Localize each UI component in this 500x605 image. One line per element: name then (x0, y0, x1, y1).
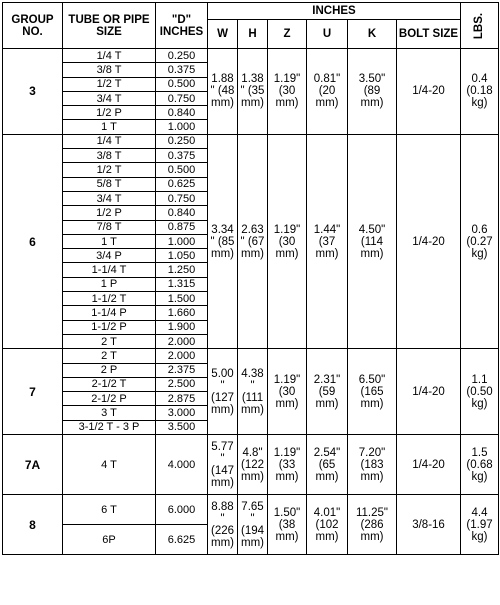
w-value (208, 134, 238, 348)
tube-size-cell: 3/4 T (63, 191, 156, 205)
bolt-value-text: 1/4-20 (412, 235, 445, 248)
w-value-text: 5.00 " (127 mm) (210, 367, 235, 416)
tube-size-cell: 1/4 T (63, 49, 156, 63)
lbs-value-text: 1.1 (0.50 kg) (466, 373, 493, 410)
tube-size-cell: 1/2 T (63, 163, 156, 177)
header-group: GROUP NO. (3, 3, 63, 49)
group-number: 6 (3, 134, 63, 348)
h-value-text: 1.38 " (35 mm) (240, 73, 265, 110)
u-value (307, 349, 348, 435)
z-value-text: 1.19" (30 mm) (273, 373, 301, 410)
u-value (307, 134, 348, 348)
d-inches-cell: 4.000 (156, 435, 208, 495)
d-inches-cell: 0.840 (156, 106, 208, 120)
table-row (3, 49, 499, 63)
k-value (348, 495, 397, 555)
w-value (208, 349, 238, 435)
table-body (3, 49, 499, 555)
bolt-value-text: 1/4-20 (412, 458, 445, 471)
h-value (238, 349, 268, 435)
tube-size-cell: 4 T (63, 435, 156, 495)
header-k: K (348, 20, 397, 49)
d-inches-cell: 0.500 (156, 163, 208, 177)
d-inches-cell: 3.500 (156, 420, 208, 434)
d-inches-cell: 1.250 (156, 263, 208, 277)
group-number: 7 (3, 349, 63, 435)
bolt-value (397, 495, 461, 555)
k-value (348, 349, 397, 435)
u-value (307, 435, 348, 495)
d-inches-cell: 0.375 (156, 63, 208, 77)
w-value (208, 495, 238, 555)
h-value (238, 134, 268, 348)
tube-size-cell: 1 T (63, 234, 156, 248)
tube-size-cell: 2 P (63, 363, 156, 377)
lbs-value-text: 4.4 (1.97 kg) (466, 506, 493, 543)
d-inches-cell: 0.625 (156, 177, 208, 191)
group-number: 3 (3, 49, 63, 135)
tube-size-cell: 5/8 T (63, 177, 156, 191)
u-value-text: 1.44" (37 mm) (313, 223, 341, 260)
w-value-text: 1.88 " (48 mm) (210, 73, 235, 110)
h-value (238, 435, 268, 495)
k-value (348, 49, 397, 135)
lbs-value (461, 49, 499, 135)
k-value-text: 11.25" (286 mm) (355, 506, 388, 543)
d-inches-cell: 0.750 (156, 91, 208, 105)
lbs-value (461, 495, 499, 555)
d-inches-cell: 3.000 (156, 406, 208, 420)
d-inches-cell: 1.500 (156, 292, 208, 306)
d-inches-cell: 0.500 (156, 77, 208, 91)
w-value-text: 8.88 " (226 mm) (210, 500, 235, 549)
tube-size-cell: 1/2 P (63, 106, 156, 120)
w-value-text: 5.77 " (147 mm) (210, 440, 235, 489)
table-row (3, 134, 499, 148)
z-value (268, 134, 307, 348)
d-inches-cell: 0.250 (156, 134, 208, 148)
k-value (348, 435, 397, 495)
tube-size-cell: 1-1/2 T (63, 292, 156, 306)
header-tube-size: TUBE OR PIPE SIZE (63, 3, 156, 49)
bolt-value (397, 134, 461, 348)
h-value-text: 7.65 " (194 mm) (240, 500, 265, 549)
tube-size-cell: 1-1/4 T (63, 263, 156, 277)
d-inches-cell: 0.875 (156, 220, 208, 234)
tube-size-cell: 7/8 T (63, 220, 156, 234)
d-inches-cell: 6.625 (156, 525, 208, 555)
d-inches-cell: 2.875 (156, 392, 208, 406)
k-value-text: 4.50" (114 mm) (358, 223, 386, 260)
bolt-value (397, 349, 461, 435)
u-value-text: 2.31" (59 mm) (313, 373, 341, 410)
bolt-value-text: 1/4-20 (412, 85, 445, 98)
lbs-value-text: 1.5 (0.68 kg) (466, 446, 493, 483)
tube-size-cell: 1 T (63, 120, 156, 134)
z-value (268, 495, 307, 555)
spec-sheet (2, 2, 498, 555)
table-row (3, 349, 499, 363)
tube-size-cell: 2 T (63, 334, 156, 348)
tube-size-cell: 1-1/4 P (63, 306, 156, 320)
k-value-text: 6.50" (165 mm) (358, 373, 386, 410)
h-value (238, 49, 268, 135)
w-value (208, 49, 238, 135)
tube-size-cell: 2-1/2 P (63, 392, 156, 406)
z-value-text: 1.19" (33 mm) (273, 446, 301, 483)
tube-size-cell: 3 T (63, 406, 156, 420)
d-inches-cell: 2.500 (156, 377, 208, 391)
lbs-value (461, 134, 499, 348)
d-inches-cell: 1.000 (156, 234, 208, 248)
header-u: U (307, 20, 348, 49)
u-value-text: 4.01" (102 mm) (313, 506, 341, 543)
header-lbs: LBS. (461, 3, 499, 49)
w-value-text: 3.34 " (85 mm) (210, 223, 235, 260)
d-inches-cell: 1.050 (156, 249, 208, 263)
tube-size-cell: 2 T (63, 349, 156, 363)
d-inches-cell: 1.660 (156, 306, 208, 320)
w-value (208, 435, 238, 495)
d-inches-cell: 1.900 (156, 320, 208, 334)
lbs-value-text: 0.6 (0.27 kg) (466, 223, 493, 260)
h-value-text: 4.8" (122 mm) (240, 446, 265, 483)
bolt-value (397, 435, 461, 495)
h-value-text: 4.38 " (111 mm) (241, 367, 264, 416)
u-value (307, 49, 348, 135)
d-inches-cell: 2.375 (156, 363, 208, 377)
header-h: H (238, 20, 268, 49)
tube-size-cell: 1/4 T (63, 134, 156, 148)
d-inches-cell: 2.000 (156, 349, 208, 363)
tube-size-cell: 3-1/2 T - 3 P (63, 420, 156, 434)
header-w: W (208, 20, 238, 49)
group-number: 7A (3, 435, 63, 495)
z-value-text: 1.19" (30 mm) (273, 223, 301, 260)
tube-size-cell: 3/8 T (63, 63, 156, 77)
d-inches-cell: 0.840 (156, 206, 208, 220)
tube-size-cell: 3/8 T (63, 149, 156, 163)
h-value-text: 2.63 " (67 mm) (240, 223, 265, 260)
k-value-text: 7.20" (183 mm) (358, 446, 386, 483)
h-value (238, 495, 268, 555)
bolt-value-text: 3/8-16 (412, 518, 445, 531)
d-inches-cell: 0.250 (156, 49, 208, 63)
lbs-value (461, 435, 499, 495)
tube-size-cell: 6 T (63, 495, 156, 525)
tube-size-cell: 2-1/2 T (63, 377, 156, 391)
header-d-inches: "D" INCHES (156, 3, 208, 49)
d-inches-cell: 1.000 (156, 120, 208, 134)
d-inches-cell: 0.375 (156, 149, 208, 163)
z-value-text: 1.50" (38 mm) (273, 506, 301, 543)
u-value (307, 495, 348, 555)
d-inches-cell: 6.000 (156, 495, 208, 525)
group-number: 8 (3, 495, 63, 555)
tube-size-cell: 1 P (63, 277, 156, 291)
table-row (3, 495, 499, 525)
d-inches-cell: 0.750 (156, 191, 208, 205)
tube-size-cell: 1/2 T (63, 77, 156, 91)
lbs-value-text: 0.4 (0.18 kg) (466, 73, 493, 110)
k-value-text: 3.50" (89 mm) (358, 73, 386, 110)
z-value-text: 1.19" (30 mm) (273, 73, 301, 110)
z-value (268, 49, 307, 135)
k-value (348, 134, 397, 348)
dimension-table (2, 2, 499, 555)
d-inches-cell: 1.315 (156, 277, 208, 291)
header-z: Z (268, 20, 307, 49)
tube-size-cell: 6P (63, 525, 156, 555)
z-value (268, 435, 307, 495)
tube-size-cell: 1/2 P (63, 206, 156, 220)
lbs-value (461, 349, 499, 435)
z-value (268, 349, 307, 435)
tube-size-cell: 3/4 P (63, 249, 156, 263)
d-inches-cell: 2.000 (156, 334, 208, 348)
header-inches: INCHES (208, 3, 461, 20)
header-bolt-size: BOLT SIZE (397, 20, 461, 49)
tube-size-cell: 1-1/2 P (63, 320, 156, 334)
tube-size-cell: 3/4 T (63, 91, 156, 105)
u-value-text: 0.81" (20 mm) (313, 73, 341, 110)
bolt-value (397, 49, 461, 135)
table-row (3, 435, 499, 495)
u-value-text: 2.54" (65 mm) (313, 446, 341, 483)
bolt-value-text: 1/4-20 (412, 385, 445, 398)
